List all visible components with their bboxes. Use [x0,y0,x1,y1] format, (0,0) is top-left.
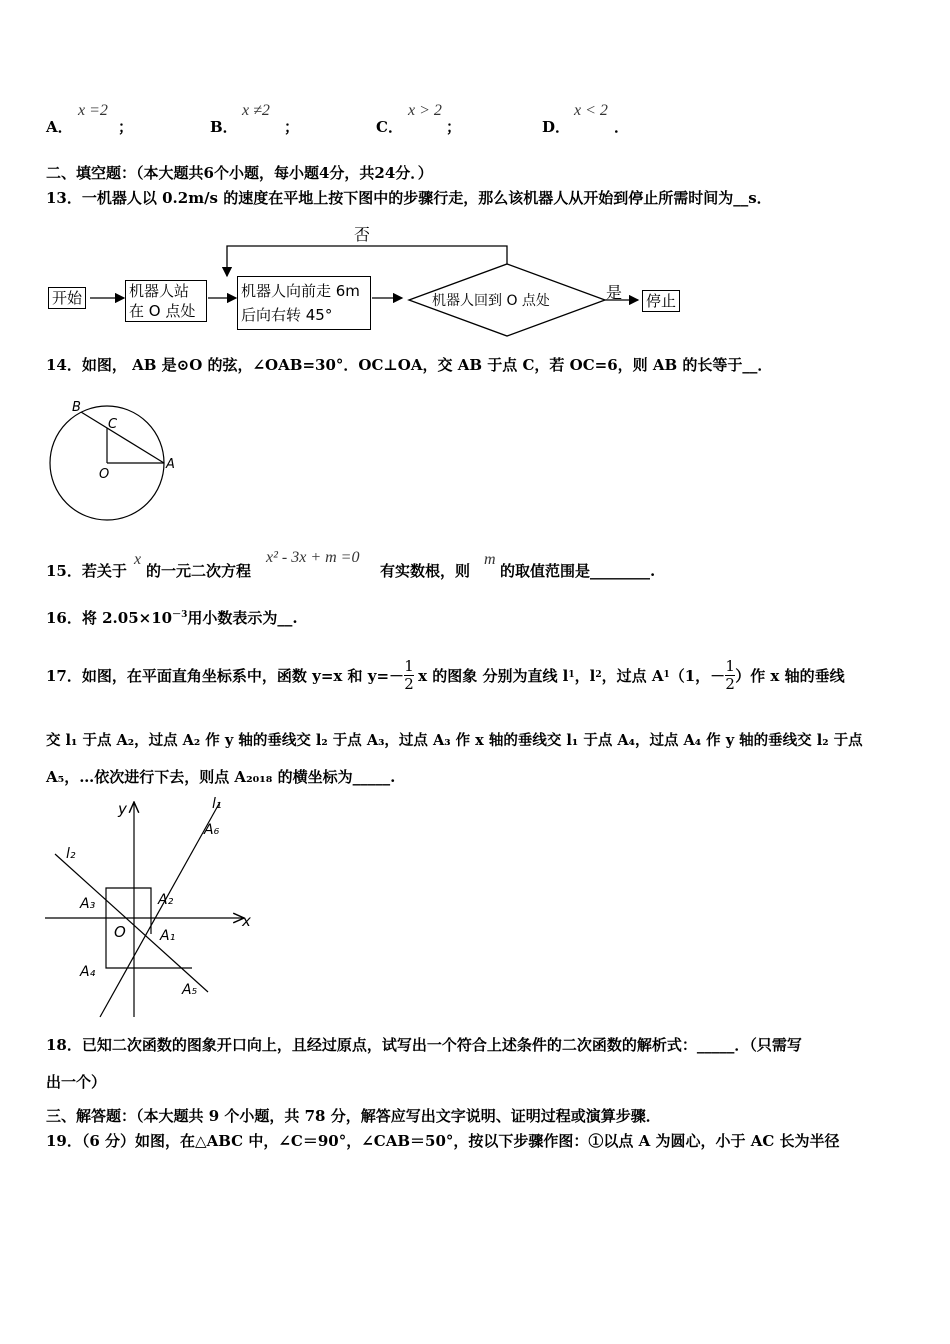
option-d-tail: ． [614,118,630,136]
frac2-den: 2 [725,674,735,693]
q19-text: 19．（6 分）如图，在△ABC 中，∠C＝90°，∠CAB＝50°，按以下步骤作图：①以点 A 为圆心，小于 AC 长为半径 [46,1132,840,1150]
q15-mid: 的一元二次方程 [146,562,252,580]
q16-prefix: 16．将 2.05×10 [46,609,173,627]
label-a5: A₅ [182,982,198,998]
q17-part2: x 的图象 分别为直线 l [418,666,569,685]
flow-no-label: 否 [354,225,371,244]
q15-equation: x² - 3x + m =0 [266,549,360,566]
label-l1: l₁ [212,796,222,812]
frac1-num: 1 [404,656,414,675]
option-a-math: x =2 [78,102,108,119]
flow-yes-label: 是 [606,283,623,302]
option-b-label: B． [210,118,238,136]
q17-fraction-2 [725,658,735,693]
option-c-label: C． [376,118,403,136]
q17-fraction-1 [404,658,414,693]
label-c: C [108,417,118,432]
flow-step2-line1: 机器人向前走 6m [241,282,360,300]
option-c-math: x > 2 [408,102,442,119]
option-d-math: x < 2 [574,102,608,119]
label-a4: A₄ [80,964,96,980]
option-b-math: x ≠2 [242,102,270,119]
q13-text: 13．一机器人以 0.2m/s 的速度在平地上按下图中的步骤行走，那么该机器人从开始到停止所需时间为__s． [46,189,772,207]
q17-part3: ，l [574,666,596,685]
q18-line2: 出一个） [46,1073,107,1091]
option-a-label: A． [46,118,73,136]
q17-part5: （1，－ [669,666,726,685]
line-l2 [55,854,208,992]
option-d-label: D． [542,118,571,136]
flow-start-box: 开始 [48,287,86,309]
label-a1: A₁ [160,928,176,944]
q17-sub3: 1 [663,670,670,680]
q15-var-x: x [134,551,142,568]
label-b: B [72,400,81,415]
option-b-tail: ； [284,118,300,136]
section3-heading: 三、解答题：（本大题共 9 个小题，共 78 分，解答应写出文字说明、证明过程或演算步骤． [46,1107,661,1125]
q17-sub1: 1 [568,670,575,680]
label-o: O [99,467,110,482]
flow-step2-line2: 后向右转 45° [241,306,333,324]
q16-exponent: －3 [172,610,188,620]
loop-back-arrow [227,246,507,276]
q14-text: 14．如图， AB 是⊙O 的弦，∠OAB=30°．OC⊥OA，交 AB 于点 C，若 OC=6，则 AB 的长等于__． [46,356,773,374]
flow-step1-line1: 机器人站 [129,282,190,300]
q15-mid2: 有实数根，则 [380,562,471,580]
q15-prefix: 15．若关于 [46,562,127,580]
q17-part4: ，过点 A [601,666,664,685]
q17-part6: ）作 x 轴的垂线 [735,666,845,685]
q15-var-m: m [484,551,496,568]
line-l1 [100,802,220,1017]
option-c-tail: ； [446,118,462,136]
chord-ab [81,412,164,463]
q17-line1 [46,645,845,705]
flow-decision-text: 机器人回到 O 点处 [432,293,550,309]
q17-sub2: 2 [595,670,602,680]
frac2-num: 1 [725,656,735,675]
label-y: y [118,800,127,818]
option-a-tail: ； [118,118,134,136]
frac1-den: 2 [404,674,414,693]
q14-circle-figure [44,396,182,524]
label-a6: A₆ [204,822,220,838]
label-l2: l₂ [66,846,76,862]
q16-text [46,607,298,628]
flow-step1-box [125,280,207,322]
q17-coordinate-figure [40,792,260,1022]
label-a2: A₂ [158,892,174,908]
label-a3: A₃ [80,896,96,912]
q17-line2: 交 l₁ 于点 A₂，过点 A₂ 作 y 轴的垂线交 l₂ 于点 A₃，过点 A₃ 作 x 轴的垂线交 l₁ 于点 A₄，过点 A₄ 作 y 轴的垂线交 l₂ 于点 [46,732,863,749]
flow-stop-box: 停止 [642,290,680,312]
label-a: A [166,457,175,472]
q18-line1: 18．已知二次函数的图象开口向上，且经过原点，试写出一个符合上述条件的二次函数的解析式：_____．（只需写 [46,1036,802,1054]
flow-step2-box [237,276,371,330]
q17-part1: 17．如图，在平面直角坐标系中，函数 y=x 和 y=－ [46,666,405,685]
label-x: x [242,912,251,930]
q17-line3: A₅，…依次进行下去，则点 A₂₀₁₈ 的横坐标为_____. [46,768,396,786]
section2-heading: 二、填空题：（本大题共6个小题，每小题4分，共24分．） [46,164,433,182]
q16-suffix: 用小数表示为__. [187,609,298,627]
label-origin: O [114,923,126,941]
q15-suffix: 的取值范围是________. [500,562,656,580]
flow-step1-line2: 在 O 点处 [129,302,196,320]
